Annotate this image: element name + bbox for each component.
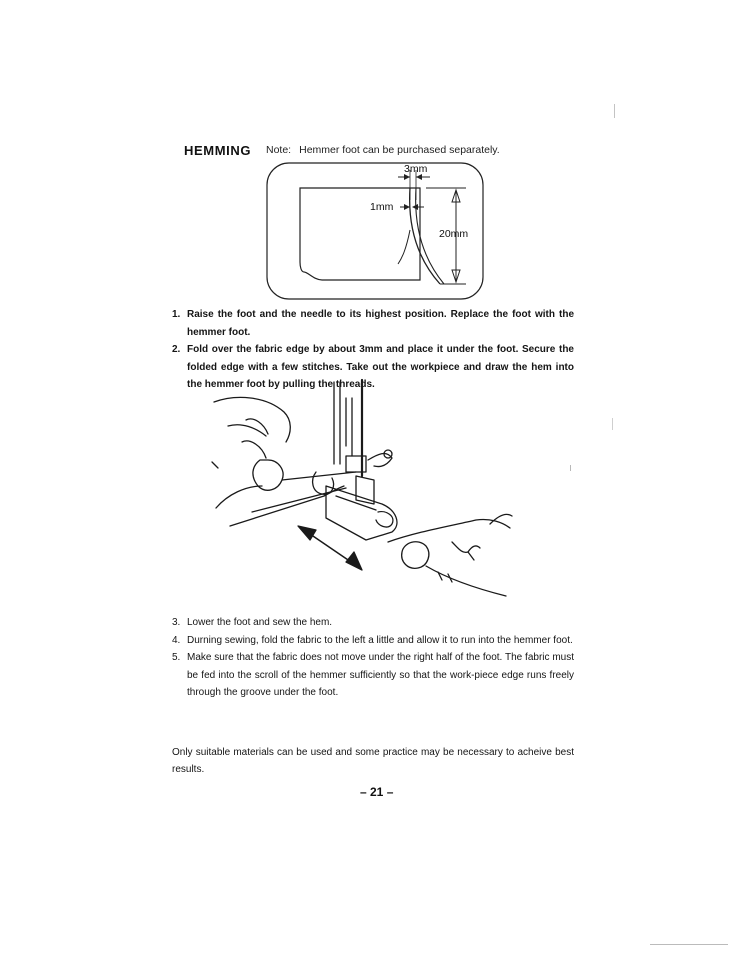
scan-speck	[614, 104, 615, 118]
scan-speck	[570, 465, 571, 471]
step-number: 5.	[172, 652, 181, 663]
arrow-head-back	[298, 526, 316, 540]
step-number: 2.	[172, 344, 181, 355]
steps-list-2	[170, 614, 574, 702]
step-number: 3.	[172, 617, 181, 628]
step-item	[170, 614, 574, 632]
label-3mm: 3mm	[404, 163, 428, 175]
left-hand-arm	[214, 397, 290, 442]
step-text: Lower the foot and sew the hem.	[187, 617, 333, 628]
scan-speck	[612, 418, 613, 430]
step-item	[170, 306, 574, 341]
section-title: HEMMING	[184, 143, 252, 158]
hem-fold-edge	[398, 230, 410, 264]
scan-edge-line	[650, 944, 728, 945]
step-text: Durning sewing, fold the fabric to the left a little and allow it to run into the hemmer foot.	[187, 634, 573, 646]
step-number: 1.	[172, 309, 181, 320]
label-1mm: 1mm	[370, 201, 394, 213]
hemming-illustration	[206, 376, 518, 600]
thumb-screw	[368, 454, 392, 467]
hem-fold-outer	[410, 188, 440, 284]
arrow-1mm-right	[412, 204, 418, 210]
step-text: Fold over the fabric edge by about 3mm and place it under the foot. Secure the folded edge with a few stitches. Take out the workpiece and draw the hem into the hemmer foot by pulling the threads.	[187, 344, 574, 390]
note-label: Note:	[266, 144, 292, 156]
hem-dimension-diagram	[264, 160, 486, 302]
step-text: Raise the foot and the needle to its highest position. Replace the foot with the hemmer foot.	[187, 309, 574, 338]
step-number: 4.	[172, 634, 181, 646]
step-item	[170, 649, 574, 702]
page-number: – 21 –	[360, 785, 394, 799]
arrow-head-forward	[346, 552, 362, 570]
fabric-edge-bottom	[230, 496, 324, 526]
fabric-outline	[300, 188, 420, 280]
label-20mm: 20mm	[439, 228, 469, 240]
step-item	[170, 632, 574, 650]
hemming-drawing	[206, 376, 518, 600]
step-text: Make sure that the fabric does not move under the right half of the foot. The fabric must be fed into the scroll of the hemmer sufficiently so that the work-piece edge runs freely through the groove under the foot.	[187, 652, 574, 698]
note	[266, 144, 500, 156]
closing-paragraph: Only suitable materials can be used and some practice may be necessary to acheive best results.	[172, 747, 574, 775]
fabric-edge-top	[282, 472, 356, 480]
right-hand-fingertip	[402, 542, 429, 569]
note-text: Hemmer foot can be purchased separately.	[299, 144, 500, 156]
